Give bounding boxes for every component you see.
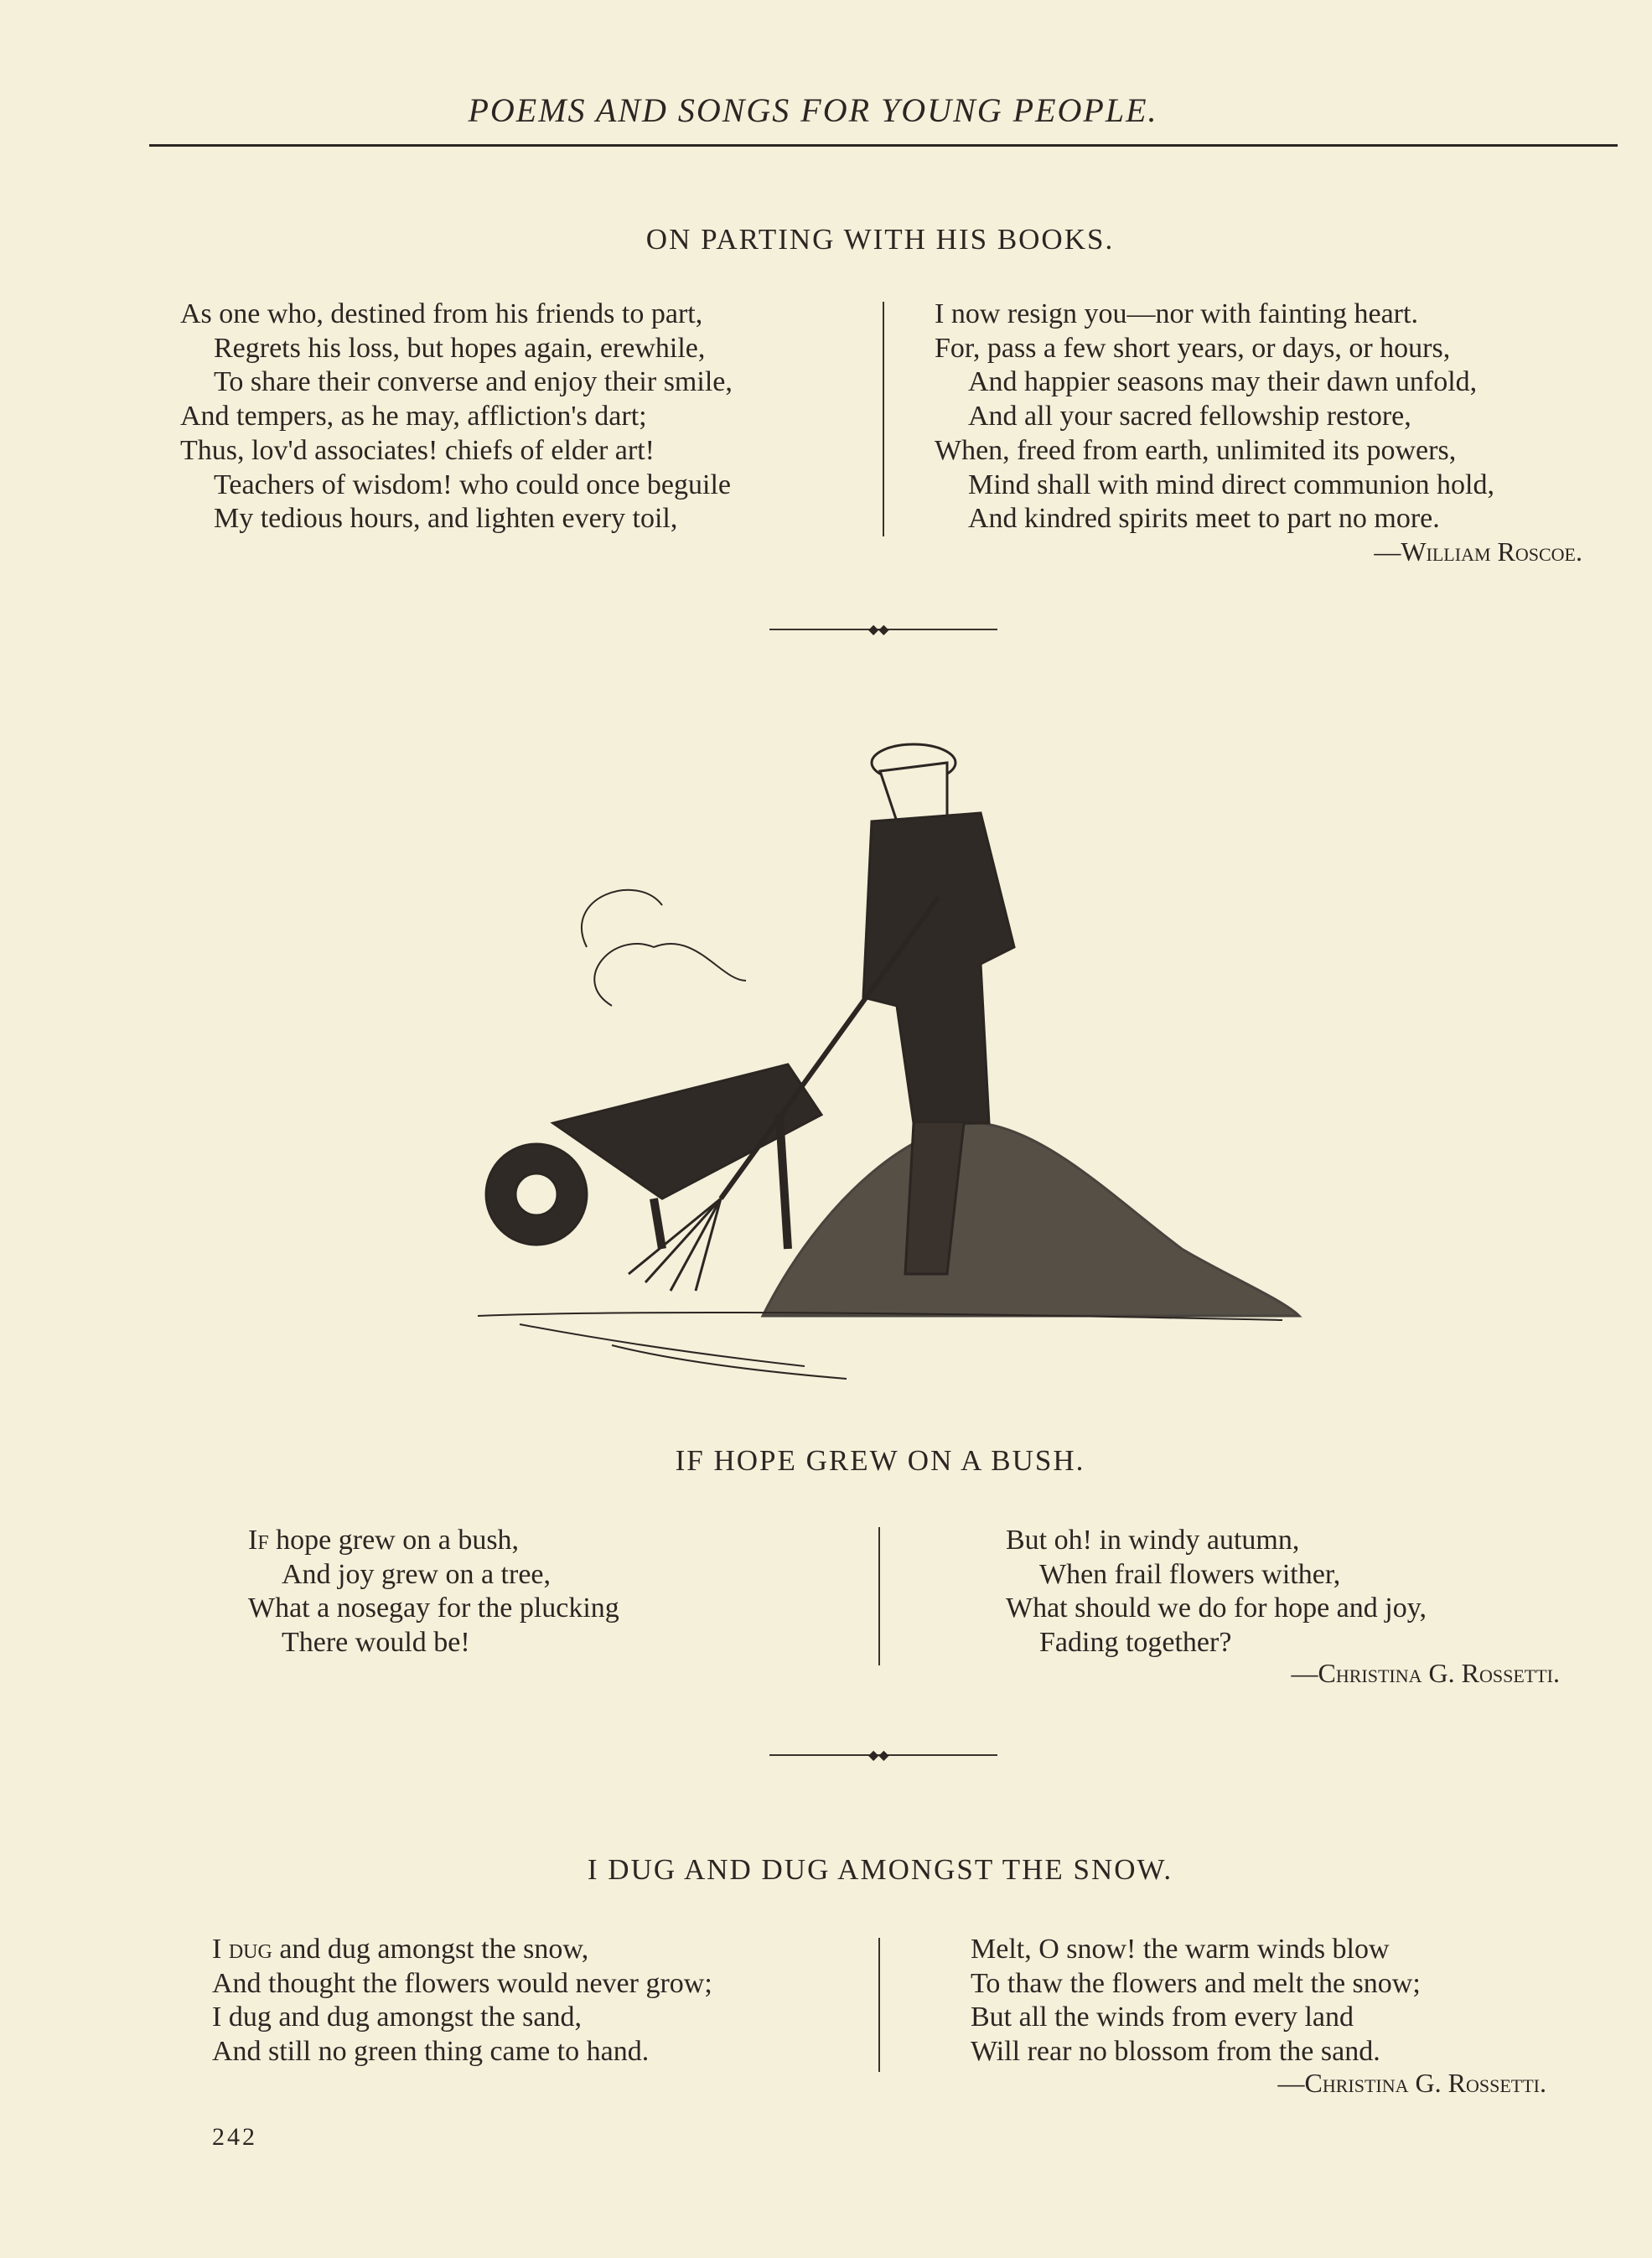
page-number: 242 [212,2123,257,2151]
verse-line: Will rear no blossom from the sand. [971,2036,1380,2068]
verse-line: To share their converse and enjoy their smile, [214,366,733,398]
poem-left-column [248,1524,619,1660]
ornament: ◆◆ [868,623,889,637]
column-divider [883,302,884,536]
poem-right-column [1006,1524,1427,1660]
verse-line: My tedious hours, and lighten every toil, [214,503,678,535]
verse-line: Fading together? [1039,1627,1232,1659]
verse-line: I dug and dug amongst the sand, [212,2002,582,2033]
poem-title: IF HOPE GREW ON A BUSH. [675,1444,1085,1477]
ornament-divider [769,1748,997,1763]
verse-line: But all the winds from every land [971,2002,1354,2033]
verse-line: I now resign you—nor with fainting heart. [935,298,1418,329]
verse-line: Thus, lov'd associates! chiefs of elder art! [180,434,655,466]
lead-word: I dug [212,1934,272,1965]
verse-line: What a nosegay for the plucking [248,1593,619,1624]
verse-line [212,1933,712,1967]
column-divider [878,1527,880,1665]
verse-line: And still no green thing came to hand. [212,2036,650,2068]
verse-line: Mind shall with mind direct communion hold, [968,469,1495,500]
verse-text: and dug amongst the snow, [272,1934,589,1965]
verse-line: And joy grew on a tree, [282,1558,552,1590]
verse-line: And kindred spirits meet to part no more. [968,503,1440,535]
poem-title: ON PARTING WITH HIS BOOKS. [645,223,1115,256]
verse-line: Teachers of wisdom! who could once beguile [214,469,731,500]
verse-line: When frail flowers wither, [1039,1558,1341,1590]
verse-line: When, freed from earth, unlimited its powers, [935,434,1457,466]
verse-line: Regrets his loss, but hopes again, erewhile, [214,332,706,364]
ornament-divider [769,623,997,637]
illustration-boy-with-wheelbarrow [444,729,1333,1391]
running-head: POEMS AND SONGS FOR YOUNG PEOPLE. [468,91,1158,129]
poem-right-column [971,1933,1421,2069]
attribution: —Christina G. Rossetti. [1291,1658,1560,1688]
lead-word: If [248,1525,269,1556]
verse-line: But oh! in windy autumn, [1006,1525,1300,1556]
ornament: ◆◆ [868,1748,889,1763]
poem-right-column [935,298,1494,536]
verse-line: For, pass a few short years, or days, or hours, [935,332,1451,364]
verse-line [248,1524,619,1558]
leaf-pile [763,1123,1299,1316]
verse-line: And all your sacred fellowship restore, [968,401,1411,432]
verse-line: There would be! [282,1627,470,1659]
verse-line: And thought the flowers would never grow; [212,1967,712,1999]
header-rule [149,144,1618,147]
wheelbarrow [486,1064,821,1249]
verse-line: What should we do for hope and joy, [1006,1593,1427,1624]
poem-left-column [212,1933,712,2069]
verse-line: As one who, destined from his friends to part, [180,298,703,329]
poem-left-column [180,298,733,536]
verse-line: Melt, O snow! the warm winds blow [971,1934,1390,1965]
attribution: —William Roscoe. [1374,536,1582,567]
verse-line: To thaw the flowers and melt the snow; [971,1967,1421,1999]
column-divider [878,1938,880,2072]
attribution: —Christina G. Rossetti. [1277,2068,1546,2098]
poem-title: I DUG AND DUG AMONGST THE SNOW. [587,1853,1173,1886]
verse-line: And tempers, as he may, affliction's dart; [180,401,647,432]
verse-line: And happier seasons may their dawn unfold, [968,366,1478,398]
verse-text: hope grew on a bush, [268,1525,520,1556]
